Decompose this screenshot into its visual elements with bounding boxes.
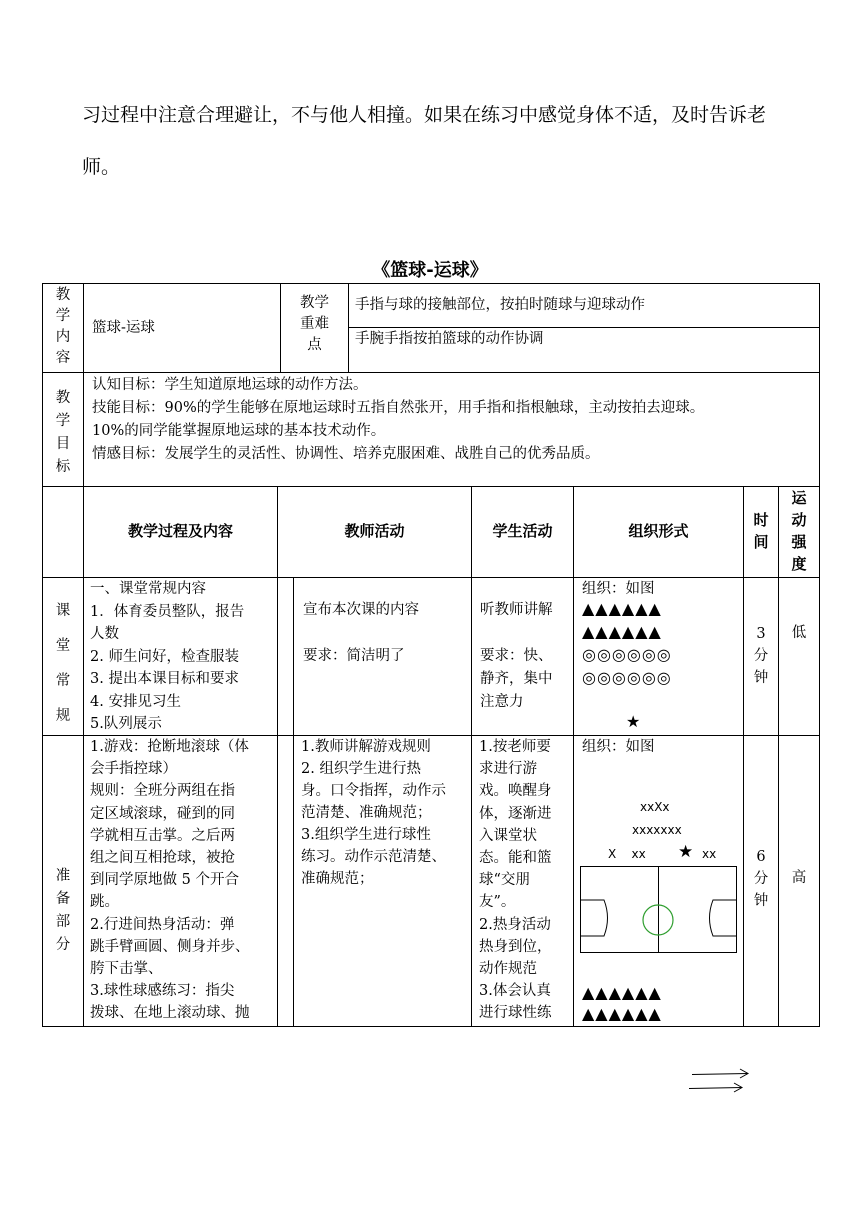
content-value: 篮球-运球 [92, 320, 155, 336]
content-label [43, 285, 83, 369]
routine-student-line: 要求：快、 [480, 648, 553, 664]
warmup-process-line: 2.行进间热身活动：弹 [90, 916, 235, 933]
warmup-teacher-line: 1.教师讲解游戏规则 [301, 739, 431, 755]
intro-line-1: 习过程中注意合理避让，不与他人相撞。如果在练习中感觉身体不适，及时告诉老 [82, 104, 767, 126]
warmup-teacher-line: 练习。动作示范清楚、 [301, 849, 446, 865]
routine-student-line: 静齐，集中 [480, 671, 553, 687]
warmup-label [43, 865, 83, 957]
warmup-label-char: 部 [55, 914, 71, 930]
formation-row: ▲▲▲▲▲▲ [582, 983, 662, 1002]
routine-org-title: 组织：如图 [582, 581, 655, 597]
content-label-char: 内 [55, 329, 71, 345]
warmup-process-line: 组之间互相抢球，被抢 [90, 850, 235, 867]
goal-line: 认知目标：学生知道原地运球的动作方法。 [92, 377, 368, 393]
formation-line: xx [702, 847, 717, 861]
warmup-student-line: 热身到位， [479, 938, 552, 955]
goals-label-char: 目 [55, 436, 71, 452]
warmup-student [479, 736, 552, 1025]
warmup-process-line: 3.球性球感练习：指尖 [90, 983, 235, 1000]
warmup-student-line: 动作规范 [479, 961, 537, 978]
warmup-process-line: 学就相互击掌。之后两 [90, 827, 235, 844]
court-diagram [581, 866, 737, 953]
difficulty-label-line: 重难 [300, 316, 329, 332]
warmup-student-line: 入课堂状 [479, 827, 537, 844]
difficulty-label-line: 点 [307, 337, 322, 353]
warmup-student-line: 3.体会认真 [479, 983, 551, 1000]
routine-teacher-line: 要求：简洁明了 [303, 648, 405, 664]
routine-student-line: 注意力 [480, 694, 524, 710]
routine-process-line: 5.队列展示 [90, 716, 162, 732]
warmup-student-line: 1.按老师要 [479, 739, 551, 755]
routine-process [90, 578, 244, 736]
warmup-time-char: 钟 [753, 893, 769, 909]
warmup-teacher-line: 准确规范； [301, 871, 374, 887]
formation-row: ◎◎◎◎◎◎ [582, 645, 672, 664]
header-org: 组织形式 [628, 522, 689, 540]
formation-line: xxXx [640, 800, 670, 814]
warmup-teacher-line: 3.组织学生进行球性 [301, 827, 431, 843]
header-student: 学生活动 [492, 522, 553, 540]
warmup-process-line: 跳。 [90, 894, 119, 911]
warmup-process-line: 跳手臂画圆、侧身并步、 [90, 938, 250, 955]
routine-student [480, 599, 553, 714]
arrow-icons [689, 1069, 748, 1092]
formation-line: xxxxxxx [632, 823, 682, 837]
goals-text [92, 374, 704, 466]
difficulty-label [281, 293, 348, 356]
header-time-char: 间 [753, 533, 769, 551]
goals-label [43, 387, 83, 479]
warmup-time-char: 6 [756, 849, 766, 865]
warmup-student-line: 戏。唤醒身 [479, 783, 552, 800]
goals-label-char: 教 [55, 390, 71, 406]
warmup-student-line: 体，逐渐进 [479, 805, 552, 822]
routine-process-line: 4. 安排见习生 [90, 693, 181, 710]
difficulty-point-2: 手腕手指按拍篮球的动作协调 [355, 331, 544, 347]
warmup-process-line: 会手指控球） [90, 761, 177, 778]
routine-time-char: 分 [753, 648, 769, 664]
routine-process-line: 2. 师生问好，检查服装 [90, 648, 239, 665]
warmup-process-line: 1.游戏：抢断地滚球（体 [90, 739, 249, 755]
warmup-process-line: 规则：全班分两组在指 [90, 783, 235, 800]
difficulty-label-line: 教学 [300, 295, 329, 311]
routine-label-char: 课 [55, 603, 71, 619]
routine-time [744, 623, 778, 689]
warmup-intensity: 高 [791, 870, 807, 886]
goals-label-char: 学 [55, 413, 71, 429]
formation-row: ▲▲▲▲▲▲ [582, 622, 662, 641]
formation-row: ▲▲▲▲▲▲ [582, 1004, 662, 1023]
warmup-time [744, 846, 778, 912]
routine-teacher-line [303, 622, 419, 645]
routine-time-char: 钟 [753, 670, 769, 686]
goal-line: 情感目标：发展学生的灵活性、协调性、培养克服困难、战胜自己的优秀品质。 [92, 446, 600, 462]
header-intensity-char: 度 [791, 555, 807, 573]
warmup-teacher [301, 736, 446, 890]
goal-line: 技能目标：90%的学生能够在原地运球时五指自然张开，用手指和指根触球，主动按拍去迎球。 [92, 400, 705, 416]
warmup-org-title: 组织：如图 [582, 739, 655, 755]
formation-row: ▲▲▲▲▲▲ [582, 599, 662, 618]
header-intensity [779, 487, 819, 575]
header-process: 教学过程及内容 [127, 522, 233, 540]
content-label-char: 学 [55, 308, 71, 324]
center-circle [643, 905, 673, 935]
routine-process-line: 3. 提出本课目标和要求 [90, 671, 239, 687]
warmup-label-char: 分 [55, 937, 71, 953]
warmup-process [90, 736, 250, 1025]
routine-process-line: 1．体育委员整队，报告 [90, 603, 245, 620]
warmup-process-line: 定区域滚球，碰到的同 [90, 805, 235, 822]
teacher-star-icon: ★ [626, 712, 642, 731]
formation-row: ◎◎◎◎◎◎ [582, 668, 672, 687]
goals-label-char: 标 [55, 459, 71, 475]
warmup-teacher-line: 范清楚、准确规范； [301, 805, 432, 821]
header-intensity-char: 强 [791, 533, 807, 551]
goal-line: 10%的同学能掌握原地运球的基本技术动作。 [92, 423, 386, 439]
routine-process-line: 人数 [90, 626, 119, 642]
warmup-process-line: 到同学原地做 5 个开合 [90, 872, 239, 889]
warmup-student-line: 进行球性练 [479, 1005, 552, 1022]
header-intensity-char: 动 [791, 511, 807, 529]
routine-label-char: 堂 [55, 638, 71, 654]
teacher-star-icon: ★ [678, 842, 695, 862]
warmup-student-line: 球“交朋 [479, 872, 530, 889]
routine-process-line: 一、课堂常规内容 [90, 581, 206, 597]
routine-teacher [303, 599, 419, 668]
content-label-char: 容 [55, 350, 71, 366]
routine-teacher-line: 宣布本次课的内容 [303, 602, 419, 618]
warmup-label-char: 备 [55, 891, 71, 907]
warmup-teacher-line: 身。口令指挥，动作示 [301, 783, 446, 799]
routine-label-char: 规 [55, 708, 71, 724]
routine-time-char: 3 [756, 626, 766, 642]
warmup-student-line: 2.热身活动 [479, 916, 551, 933]
header-intensity-char: 运 [791, 489, 807, 507]
lesson-title: 《篮球-运球》 [372, 260, 488, 281]
warmup-process-line: 拨球、在地上滚动球、抛 [90, 1005, 250, 1022]
routine-label-char: 常 [55, 673, 71, 689]
intro-line-2: 师。 [82, 156, 121, 178]
header-time [744, 509, 778, 553]
routine-student-line: 听教师讲解 [480, 602, 553, 618]
warmup-teacher-line: 2. 组织学生进行热 [301, 761, 421, 777]
warmup-student-line: 求进行游 [479, 761, 537, 778]
warmup-process-line: 胯下击掌、 [90, 961, 163, 978]
header-teacher: 教师活动 [344, 522, 405, 540]
warmup-label-char: 准 [55, 868, 71, 884]
routine-label [43, 594, 83, 734]
header-time-char: 时 [753, 511, 769, 529]
difficulty-point-1: 手指与球的接触部位，按拍时随球与迎球动作 [355, 297, 645, 313]
warmup-student-line: 态。能和篮 [479, 850, 552, 867]
formation-line: X xx [608, 847, 646, 861]
warmup-student-line: 友”。 [479, 894, 516, 911]
routine-student-line [480, 622, 553, 645]
routine-intensity: 低 [791, 625, 807, 641]
warmup-time-char: 分 [753, 871, 769, 887]
content-label-char: 教 [55, 287, 71, 303]
